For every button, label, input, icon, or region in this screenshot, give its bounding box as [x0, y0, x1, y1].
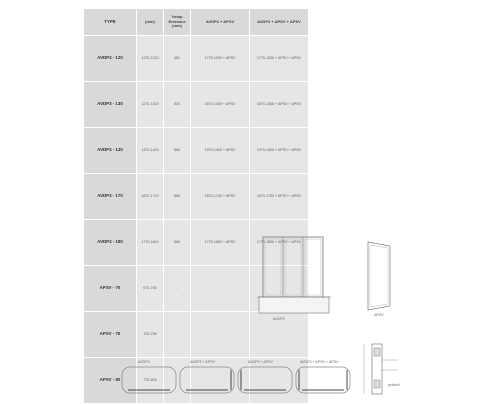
type-cell: APSV - 80	[84, 358, 137, 404]
plan-view-2	[176, 358, 238, 396]
screen-frame	[263, 237, 323, 297]
value-cell: 1970-1400 + APSV + APSV	[250, 128, 309, 174]
type-cell: APSV - 75	[84, 312, 137, 358]
profile-bottom	[374, 380, 380, 388]
value-cell: 720-755	[137, 312, 164, 358]
plan-1-label: AVDP3	[138, 360, 150, 364]
type-cell: AVDP3 - 120	[84, 36, 137, 82]
profile-top	[374, 348, 380, 356]
value-cell: 1270-1310	[137, 82, 164, 128]
value-cell: 1770-1200 + APSV + APSV	[250, 36, 309, 82]
plan-4-label: AVDP3 + APSV + APSV	[300, 360, 339, 364]
apsv-side-drawing	[360, 236, 400, 320]
type-cell: AVDP3 - 140	[84, 128, 137, 174]
type-cell: AVDP3 - 180	[84, 220, 137, 266]
bathtub	[259, 297, 329, 313]
side-drawing-label: APSV	[374, 313, 384, 317]
value-cell: 680	[164, 174, 191, 220]
value-cell: 1370-1410	[137, 128, 164, 174]
value-cell: 1670-1710	[137, 174, 164, 220]
table-header-row	[84, 9, 309, 36]
value-cell	[191, 312, 250, 358]
header-combo-2: AVDP3 + APSV + APSV	[250, 9, 309, 36]
table-row	[84, 36, 309, 82]
header-combo-1: AVDP3 + APSV	[191, 9, 250, 36]
table-row	[84, 174, 309, 220]
plan-3-tub	[238, 367, 292, 393]
value-cell: 1770-1800 + APSV	[191, 220, 250, 266]
plan-4-tub	[296, 367, 350, 393]
value-cell	[191, 266, 250, 312]
detail-label: profesil	[388, 383, 400, 387]
plan-view-3	[234, 358, 296, 396]
value-cell: 1770-1810	[137, 220, 164, 266]
header-size: (mm)	[137, 9, 164, 36]
plan-1-tub	[122, 367, 176, 393]
value-cell: 1870-1300 + APSV + APSV	[250, 82, 309, 128]
value-cell: 520	[164, 82, 191, 128]
value-cell: 770-805	[137, 358, 164, 404]
value-cell: 481	[164, 36, 191, 82]
value-cell: -	[164, 312, 191, 358]
avdp3-elevation-drawing	[255, 232, 335, 322]
type-cell: AVDP3 - 170	[84, 174, 137, 220]
table-row	[84, 82, 309, 128]
value-cell: 1170-1210	[137, 36, 164, 82]
plan-view-4	[292, 358, 354, 396]
type-cell: APSV - 70	[84, 266, 137, 312]
value-cell: 1770-1800 + APSV + APSV	[250, 220, 309, 266]
value-cell: 560	[164, 128, 191, 174]
value-cell: 680	[164, 220, 191, 266]
table-row	[84, 128, 309, 174]
value-cell: 1770-1200 + APSV	[191, 36, 250, 82]
value-cell: 670-705	[137, 266, 164, 312]
header-type: TYPE	[84, 9, 137, 36]
panel-2	[285, 239, 301, 295]
value-cell: -	[164, 266, 191, 312]
panel-1	[265, 239, 281, 295]
plan-2-tub	[180, 367, 234, 393]
profile-detail-drawing	[358, 340, 418, 398]
panel-3	[305, 239, 321, 295]
type-cell: AVDP3 - 130	[84, 82, 137, 128]
value-cell: 1670-1700 + APSV + APSV	[250, 174, 309, 220]
side-panel-frame	[368, 242, 390, 310]
side-panel-glass	[370, 245, 388, 307]
value-cell: -	[164, 358, 191, 404]
value-cell: 1670-1700 + APSV	[191, 174, 250, 220]
plan-view-1	[118, 358, 180, 396]
header-entrance-text: Vstup Entrance (mm)	[168, 14, 186, 29]
header-entrance	[164, 9, 191, 36]
value-cell: 1970-1400 + APSV	[191, 128, 250, 174]
main-drawing-label: AVDP3	[273, 317, 285, 321]
value-cell: 1870-1300 + APSV	[191, 82, 250, 128]
plan-3-label: AVDP3 + APSV	[248, 360, 274, 364]
spec-table	[83, 8, 309, 404]
plan-2-label: AVDP3 + APSV	[190, 360, 216, 364]
